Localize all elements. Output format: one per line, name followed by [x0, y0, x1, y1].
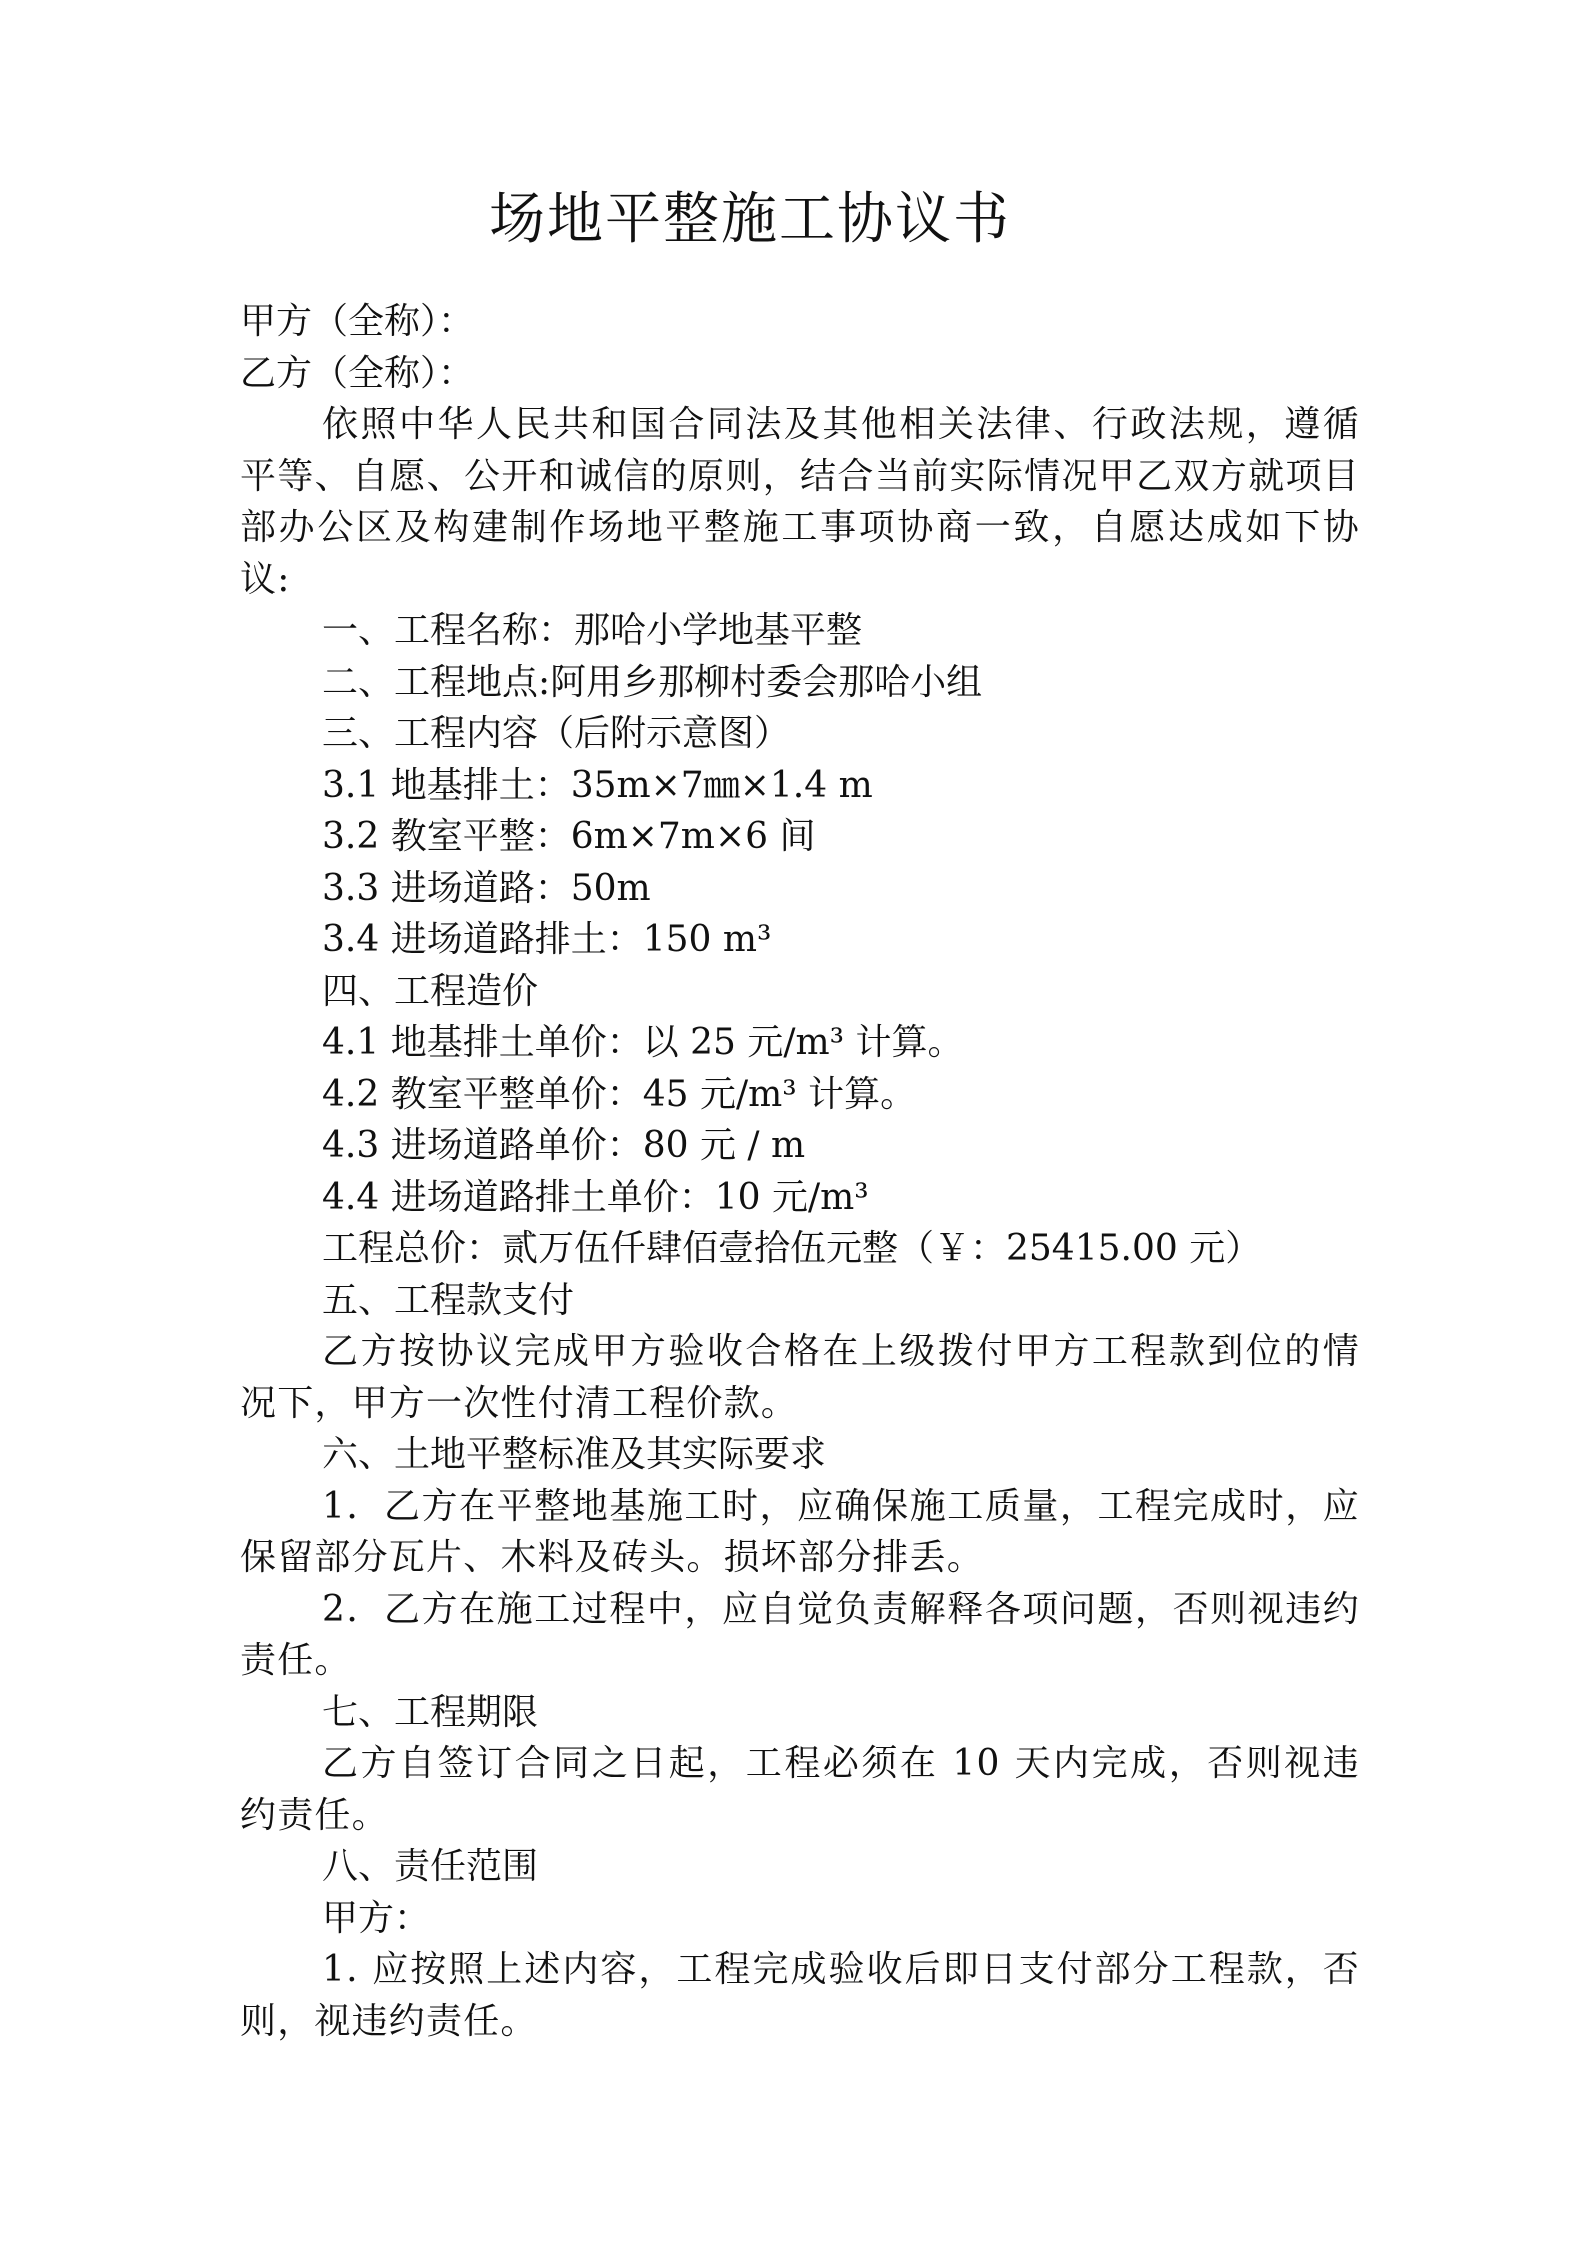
content-item: 3.1 地基排土：35m×7㎜×1.4 m [322, 764, 873, 806]
content-item: 3.3 进场道路：50m [322, 867, 651, 909]
responsibility-party-a: 甲方： [322, 1897, 431, 1939]
section-content-heading: 三、工程内容（后附示意图） [322, 713, 791, 754]
party-b-label: 乙方（全称）： [240, 352, 475, 394]
content-item: 3.2 教室平整：6m×7m×6 间 [322, 816, 816, 857]
cost-item: 4.1 地基排土单价：以 25 元/m³ 计算。 [322, 1022, 964, 1063]
section-responsibility-heading: 八、责任范围 [322, 1846, 539, 1887]
section-standards-heading: 六、土地平整标准及其实际要求 [322, 1434, 827, 1475]
responsibility-item: 1. 应按照上述内容，工程完成验收后即日支付部分工程款，否则，视违约责任。 [240, 1949, 1360, 2042]
standards-item: 2．乙方在施工过程中，应自觉负责解释各项问题，否则视违约责任。 [240, 1588, 1360, 1681]
content-item: 3.4 进场道路排土：150 m³ [322, 919, 772, 960]
section-duration-heading: 七、工程期限 [322, 1691, 539, 1733]
section-payment-heading: 五、工程款支付 [322, 1279, 575, 1321]
payment-paragraph: 乙方按协议完成甲方验收合格在上级拨付甲方工程款到位的情况下，甲方一次性付清工程价款。 [240, 1331, 1360, 1424]
preamble-paragraph: 依照中华人民共和国合同法及其他相关法律、行政法规，遵循平等、自愿、公开和诚信的原则，结合当前实际情况甲乙双方就项目部办公区及构建制作场地平整施工事项协商一致，自愿达成如下协议: [240, 404, 1360, 600]
duration-paragraph: 乙方自签订合同之日起，工程必须在 10 天内完成，否则视违约责任。 [240, 1743, 1360, 1836]
document-body [240, 296, 1360, 2047]
cost-item: 4.3 进场道路单价：80 元 / m [322, 1125, 806, 1166]
party-a-label: 甲方（全称）： [240, 301, 475, 342]
section-project-location: 二、工程地点:阿用乡那柳村委会那哈小组 [322, 661, 983, 703]
document-title: 场地平整施工协议书 [489, 187, 1011, 252]
section-project-name: 一、工程名称：那哈小学地基平整 [322, 610, 863, 651]
section-cost-heading: 四、工程造价 [322, 970, 539, 1012]
total-price: 工程总价：贰万伍仟肆佰壹拾伍元整（￥：25415.00 元） [322, 1228, 1262, 1269]
cost-item: 4.4 进场道路排土单价：10 元/m³ [322, 1176, 869, 1218]
cost-item: 4.2 教室平整单价：45 元/m³ 计算。 [322, 1073, 917, 1115]
standards-item: 1．乙方在平整地基施工时，应确保施工质量，工程完成时，应保留部分瓦片、木料及砖头。损坏部分排丢。 [240, 1485, 1360, 1578]
